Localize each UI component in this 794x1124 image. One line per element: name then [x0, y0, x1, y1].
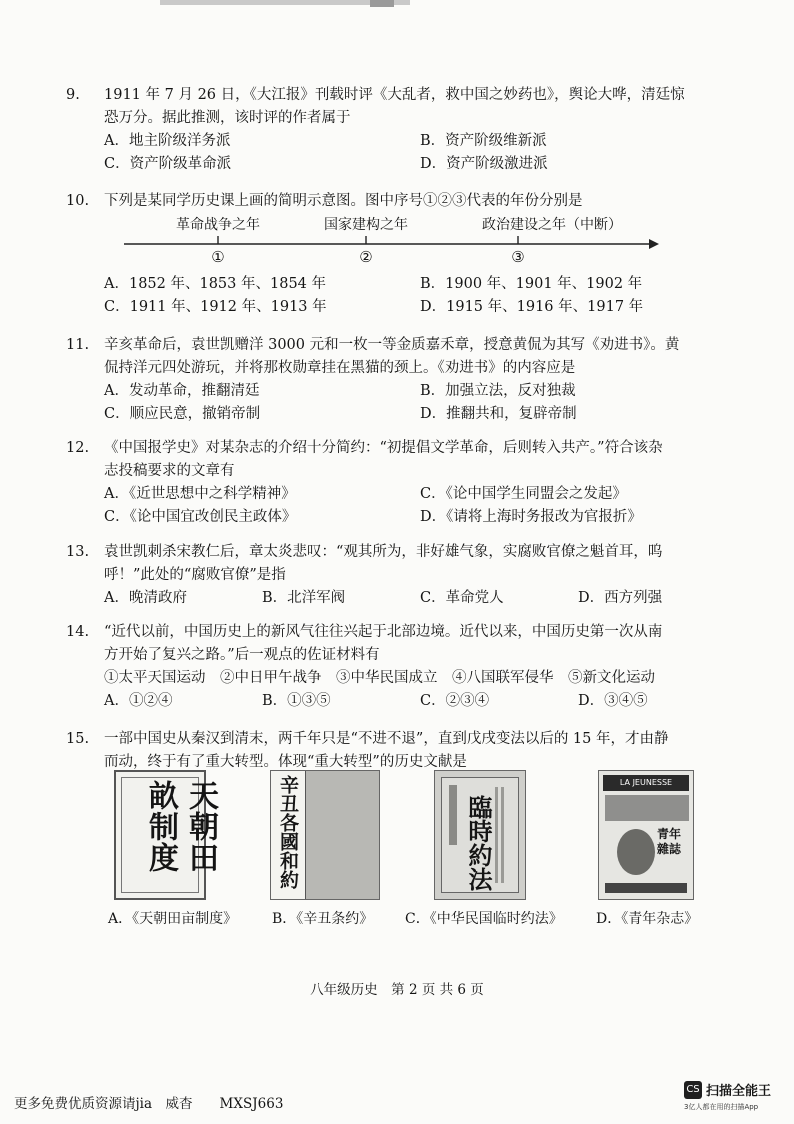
- document-images: [100, 770, 740, 910]
- option-b: B．①③⑤: [262, 693, 331, 709]
- timeline-diagram: [104, 214, 664, 272]
- question-stem: 袁世凯刺杀宋教仁后，章太炎悲叹：“观其所为，非好雄气象，实腐败官僚之魁首耳，呜: [104, 544, 663, 560]
- question-stem-cont: 方开始了复兴之路。”后一观点的佐证材料有: [104, 647, 380, 663]
- option-b: B．北洋军阀: [262, 590, 346, 606]
- image-header-text: LA JEUNESSE: [603, 775, 689, 791]
- option-d: D．③④⑤: [578, 693, 648, 709]
- caption-d: D．《青年杂志》: [596, 911, 699, 927]
- option-b: B．资产阶级维新派: [420, 133, 547, 149]
- question-items: ①太平天国运动 ②中日甲午战争 ③中华民国成立 ④八国联军侵华 ⑤新文化运动: [104, 670, 655, 686]
- timeline-marker: ①: [211, 248, 225, 266]
- option-b: B．加强立法，反对独裁: [420, 383, 576, 399]
- timeline-marker: ③: [511, 248, 525, 266]
- timeline-label: 国家建构之年: [324, 217, 408, 233]
- question-10-options: [66, 273, 736, 319]
- question-number: 14.: [66, 624, 90, 640]
- option-c: C．顺应民意，撤销帝制: [104, 406, 261, 422]
- question-number: 13.: [66, 544, 90, 560]
- question-number: 15.: [66, 731, 90, 747]
- question-9: [66, 84, 736, 176]
- question-10: [66, 190, 736, 213]
- option-a: A．1852 年、1853 年、1854 年: [104, 276, 327, 292]
- image-linshi-yuefa: [434, 770, 526, 900]
- question-stem: “近代以前，中国历史上的新风气往往兴起于北部边境。近代以来，中国历史第一次从南: [104, 624, 663, 640]
- bottom-note: 更多免费优质资源请jia 威杳 MXSJ663: [14, 1096, 284, 1112]
- question-number: 10.: [66, 193, 90, 209]
- question-stem-cont: 侃持洋元四处游玩，并将那枚勋章挂在黑猫的颈上。《劝进书》的内容应是: [104, 360, 576, 376]
- image-title-text: 天朝田畝制度: [143, 780, 218, 873]
- question-number: 11.: [66, 337, 90, 353]
- question-stem: 《中国报学史》对某杂志的介绍十分简约：“初提倡文学革命，后则转入共产。”符合该杂: [104, 440, 663, 456]
- option-d: D．西方列强: [578, 590, 663, 606]
- image-title-text: 青年雜誌: [657, 827, 682, 856]
- question-stem-cont: 而动，终于有了重大转型。体现“重大转型”的历史文献是: [104, 754, 467, 770]
- timeline-axis: [104, 232, 664, 272]
- question-number: 12.: [66, 440, 90, 456]
- timeline-label: 政治建设之年（中断）: [482, 217, 622, 233]
- question-14: [66, 621, 736, 713]
- question-stem-cont: 呼！”此处的“腐败官僚”是指: [104, 567, 286, 583]
- option-b: B．1900 年、1901 年、1902 年: [420, 276, 643, 292]
- option-d: D．《请将上海时务报改为官报折》: [420, 509, 642, 525]
- option-c: C．②③④: [420, 693, 490, 709]
- option-c: C．资产阶级革命派: [104, 156, 232, 172]
- caption-a: A．《天朝田亩制度》: [108, 911, 238, 927]
- option-d: D．资产阶级激进派: [420, 156, 548, 172]
- question-stem: 一部中国史从秦汉到清末，两千年只是“不进不退”，直到戊戌变法以后的 15 年，才由静: [104, 731, 669, 747]
- camscanner-icon: CS: [684, 1081, 702, 1099]
- option-b: C．《论中国学生同盟会之发起》: [420, 486, 627, 502]
- image-xinchou-treaty: [270, 770, 380, 900]
- portrait-image: [617, 829, 655, 875]
- question-stem: 1911 年 7 月 26 日，《大江报》刊载时评《大乱者，救中国之妙药也》，舆论大哗，清廷惊: [104, 87, 685, 103]
- question-12: [66, 437, 736, 529]
- image-tianchao-tianmu: [114, 770, 218, 900]
- image-qingnian-zazhi: [598, 770, 694, 900]
- timeline-marker: ②: [359, 248, 373, 266]
- option-a: A．地主阶级洋务派: [104, 133, 231, 149]
- image-title-text: 辛丑各國和約: [277, 775, 299, 889]
- question-stem: 下列是某同学历史课上画的简明示意图。图中序号①②③代表的年份分别是: [104, 193, 583, 209]
- option-c: C．1911 年、1912 年、1913 年: [104, 299, 327, 315]
- question-number: 9.: [66, 87, 80, 103]
- option-a: A．①②④: [104, 693, 173, 709]
- page-footer: 八年级历史 第 2 页 共 6 页: [310, 982, 484, 998]
- option-d: D．推翻共和，复辟帝制: [420, 406, 577, 422]
- image-title-text: 臨時約法: [464, 795, 493, 891]
- option-c: C．《论中国宜改创民主政体》: [104, 509, 297, 525]
- question-13: [66, 541, 736, 610]
- caption-b: B．《辛丑条约》: [272, 911, 374, 927]
- caption-c: C．《中华民国临时约法》: [405, 911, 563, 927]
- question-15: [66, 728, 736, 774]
- logo-subtitle: 3亿人都在用的扫描App: [684, 1103, 759, 1111]
- scan-edge-mark: [370, 0, 394, 7]
- option-a: A．《近世思想中之科学精神》: [104, 486, 296, 502]
- logo-name: 扫描全能王: [706, 1084, 772, 1099]
- option-a: A．发动革命，推翻清廷: [104, 383, 260, 399]
- question-11: [66, 334, 736, 426]
- question-stem: 辛亥革命后，袁世凯赠洋 3000 元和一枚一等金质嘉禾章，授意黄侃为其写《劝进书》。黄: [104, 337, 680, 353]
- question-stem-cont: 志投稿要求的文章有: [104, 463, 235, 479]
- option-d: D．1915 年、1916 年、1917 年: [420, 299, 644, 315]
- question-stem-cont: 恐万分。据此推测，该时评的作者属于: [104, 110, 351, 126]
- option-a: A．晚清政府: [104, 590, 187, 606]
- timeline-label: 革命战争之年: [176, 217, 260, 233]
- scanner-logo: [684, 1080, 771, 1099]
- option-c: C．革命党人: [420, 590, 504, 606]
